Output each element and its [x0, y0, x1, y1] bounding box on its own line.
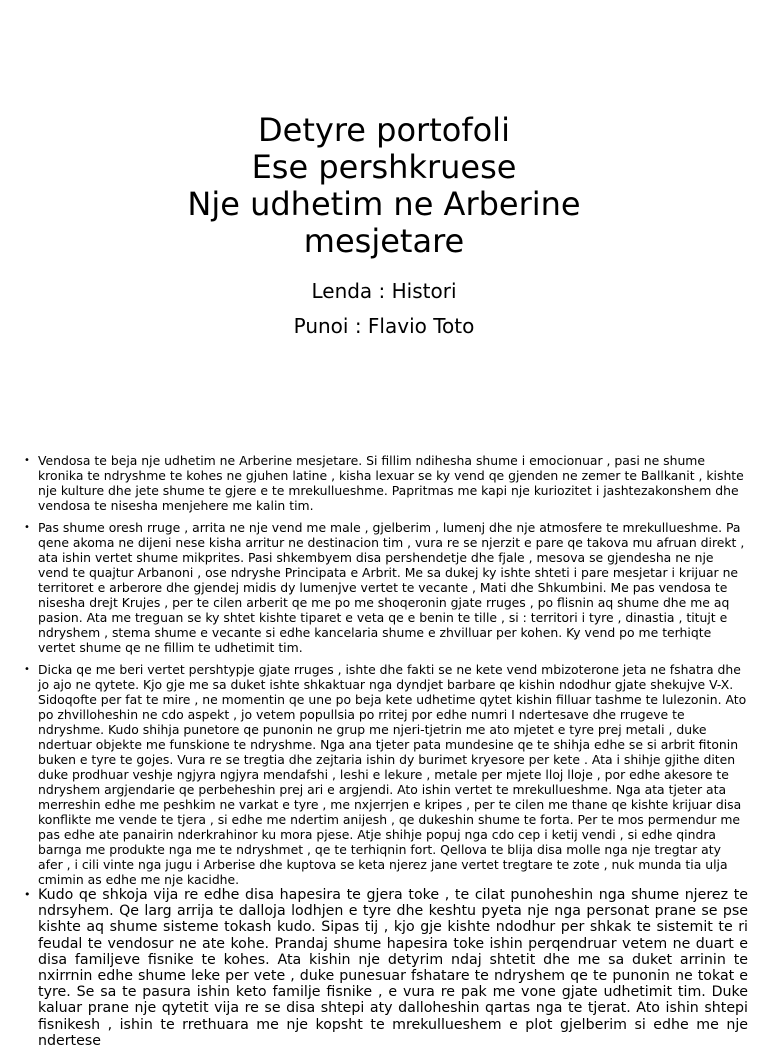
bullet-text: Dicka qe me beri vertet pershtypje gjate rruges , ishte dhe fakti se ne kete vend mbizoterone jeta ne fshatra dhe jo ajo ne qytete. Kjo gje me sa duket ishte shkaktuar nga dyndjet barbare qe kishin ndodhur gjate shekujve V-X. Sidoqofte per fat te mire , ne momentin qe une po beja kete udhetime qytet kishin filluar tashme te lulezonin. Ato po zhvilloheshin ne cdo aspekt , jo vetem popullsia po rritej por edhe numri I ndertesave dhe rrugeve te ndryshme. Kudo shihja punetore qe punonin ne grup me njeri-tjetrin me ato mjetet e tyre prej metali , duke ndertuar objekte me funskione te ndryshme. Nga ana tjeter pata mundesine qe te shihja edhe se si arbrit fitonin buken e tyre te gojes. Vura re se tregtia dhe zejtaria ishin dy burimet kryesore per kete . Ata i shihje gjithe diten duke prodhuar veshje ngjyra ngjyra mendafshi , leshi e lekure , metale per mjete lloj lloje , por edhe akesore te ndryshem argjendarie qe perbeheshin prej ari e argjendi. Ato ishin vertet te mrekullueshme. Nga ata tjeter ata merreshin edhe me peshkim ne varkat e tyre , me nxjerrjen e kripes , per te cilen me thane qe kishte krijuar disa konflikte me vende te tjera , si edhe me ndertim anijesh , qe dukeshin shume te forta. Per te mos permendur me pas edhe ate panairin nderkrahinor ku mora pjese. Atje shihje popuj nga cdo cep i ketij vendi , si edhe qindra barnga me produkte nga me te ndryshmet , qe te terhiqnin fort. Qellova te blija disa molle nga nje tregtar aty afer , i cili vinte nga jugu i Arberise dhe kuptova se keta njerez jane vertet tregtare te zote , nuk munda tia ulja cmimin as edhe me nje kacidhe. — [38, 662, 747, 887]
subject-label: Lenda : Histori — [311, 279, 457, 303]
bullet-item-1 — [22, 453, 748, 513]
bullet-list — [22, 453, 748, 894]
title-line-2: Ese pershkruese — [251, 148, 517, 186]
bullet-icon: • — [24, 455, 30, 466]
bullet-item-3 — [22, 662, 748, 887]
final-bullet-item — [22, 887, 748, 1049]
title-line-4: mesjetare — [303, 222, 465, 260]
final-bullet-list — [22, 887, 748, 1049]
bullet-icon: • — [24, 888, 31, 901]
bullet-icon: • — [24, 664, 30, 675]
title-line-3: Nje udhetim ne Arberine — [187, 185, 581, 223]
bullet-icon: • — [24, 522, 30, 533]
bullet-item-2 — [22, 520, 748, 655]
author-label: Punoi : Flavio Toto — [293, 314, 475, 338]
document-title — [0, 112, 768, 260]
bullet-text: Vendosa te beja nje udhetim ne Arberine mesjetare. Si fillim ndihesha shume i emocionuar , pasi ne shume kronika te ndryshme te kohes ne gjuhen latine , kisha lexuar se ky vend qe gjenden ne zemer te Ballkanit , kishte nje kulture dhe jete shume te gjere e te mrekullueshme. Papritmas me kapi nje kuriozitet i jashtezakonshem dhe vendosa te nisesha menjehere me kalin tim. — [38, 453, 744, 513]
final-paragraph-text: Kudo qe shkoja vija re edhe disa hapesira te gjera toke , te cilat punoheshin nga shume njerez te ndrsyhem. Qe larg arrija te dalloja lodhjen e tyre dhe keshtu pyeta nje nga personat prane se pse kishte aq shume sisteme tokash kudo. Sipas tij , kjo gje kishte ndodhur per shkak te sistemit te ri feudal te vendosur ne ate kohe. Prandaj shume hapesira toke ishin perqendruar vetem ne duart e disa familjeve fisnike te kohes. Ata kishin nje detyrim ndaj shtetit dhe me sa duket arrinin te nxirrnin edhe shume leke per vete , duke punesuar fshatare te ndryshem qe te punonin ne tokat e tyre. Se sa te pasura ishin keto familje fisnike , e vura re pak me vone gjate udhetimit tim. Duke kaluar prane nje qytetit vija re se disa shtepi aty dalloheshin qartas nga te tjerat. Ato ishin shtepi fisnikesh , ishin te rrethuara me nje kopsht te mrekullueshem e plot gjelberim si edhe me nje ndertese — [38, 887, 748, 1049]
title-line-1: Detyre portofoli — [258, 111, 510, 149]
bullet-text: Pas shume oresh rruge , arrita ne nje vend me male , gjelberim , lumenj dhe nje atmosfere te mrekullueshme. Pa qene akoma ne dijeni nese kisha arritur ne destinacion tim , vura re se njerzit e pare qe takova mu afruan direkt , ata ishin vertet shume mikprites. Pasi shkembyem disa pershendetje dhe fjale , mesova se gjendesha ne nje vend te quajtur Arbanoni , ose ndryshe Principata e Arbrit. Me sa dukej ky ishte shteti i pare mesjetar i krijuar ne territoret e arberore dhe gjendej midis dy lumenjve vertet te vecante , Mati dhe Shkumbini. Me pas vendosa te nisesha drejt Krujes , per te cilen arberit qe me po me shoqeronin gjate rruges , po flisnin aq shume dhe me aq pasion. Ata me treguan se ky shtet kishte tiparet e veta qe e benin te tille , si : territori i tyre , dinastia , titujt e ndryshem , stema shume e vecante si edhe kancelaria shume e zhvilluar per kohen. Ky vend po me terhiqte vertet shume qe ne fillim te udhetimit tim. — [38, 520, 745, 655]
